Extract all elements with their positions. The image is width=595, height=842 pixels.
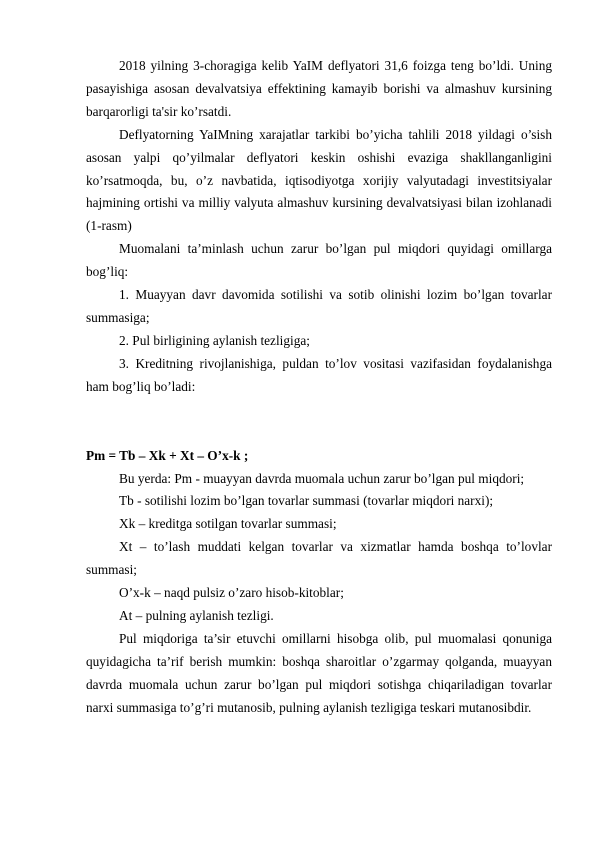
list-item-factor-2: 2. Pul birligining aylanish tezligiga; — [119, 332, 310, 348]
paragraph-money-factors: Muomalani ta’minlash uchun zarur bo’lgan pul miqdori quyidagi omillarga bog’liq: — [86, 241, 552, 280]
paragraph-deflator-analysis: Deflyatorning YaIMning xarajatlar tarkibi bo’yicha tahlili 2018 yildagi o’sish asosan yalpi qo’yilmalar deflyatori keskin oshishi evaziga shakllanganligini ko’rsatmoqda, bu, o’z navbatida, iqtisodiyotga xorijiy valyutadagi investitsiyalar hajmining ortishi va milliy valyuta almashuv kursining devalvatsiyasi bilan izohlanadi (1-rasm) — [86, 126, 552, 234]
list-item-factor-1: 1. Muayyan davr davomida sotilishi va sotib olinishi lozim bo’lgan tovarlar summasiga; — [86, 287, 552, 325]
definition-pm: Bu yerda: Pm - muayyan davrda muomala uchun zarur bo’lgan pul miqdori; — [119, 470, 525, 486]
paragraph-deflator-2018: 2018 yilning 3-choragiga kelib YaIM deflyatori 31,6 foizga teng bo’ldi. Uning pasayishiga asosan devalvatsiya effektining kamayib borishi va almashuv kursining barqarorligi ta'sir ko’rsatdi. — [86, 58, 552, 119]
list-item-factor-3: 3. Kreditning rivojlanishiga, puldan to’lov vositasi vazifasidan foydalanishga ham bog’liq bo’ladi: — [86, 355, 552, 394]
definition-at: At – pulning aylanish tezligi. — [119, 607, 274, 623]
money-formula: Pm = Tb – Xk + Xt – O’x-k ; — [86, 447, 249, 463]
document-body — [86, 55, 552, 719]
definition-oxk: O’x-k – naqd pulsiz o’zaro hisob-kitoblar; — [119, 585, 344, 601]
paragraph-conclusion: Pul miqdoriga ta’sir etuvchi omillarni hisobga olib, pul muomalasi qonuniga quyidagicha ta’rif berish mumkin: boshqa sharoitlar o’zgarmay qolganda, muayyan davrda muomala uchun zarur bo’lgan pul miqdori sotishga chiqariladigan tovarlar narxi summasiga to’g’ri mutanosib, pulning aylanish tezligiga teskari mutanosibdir. — [86, 630, 552, 715]
spacer — [86, 399, 552, 445]
definition-tb: Tb - sotilishi lozim bo’lgan tovarlar summasi (tovarlar miqdori narxi); — [119, 493, 494, 509]
definition-xt: Xt – to’lash muddati kelgan tovarlar va xizmatlar hamda boshqa to’lovlar summasi; — [86, 539, 552, 578]
definition-xk: Xk – kreditga sotilgan tovarlar summasi; — [119, 516, 337, 532]
